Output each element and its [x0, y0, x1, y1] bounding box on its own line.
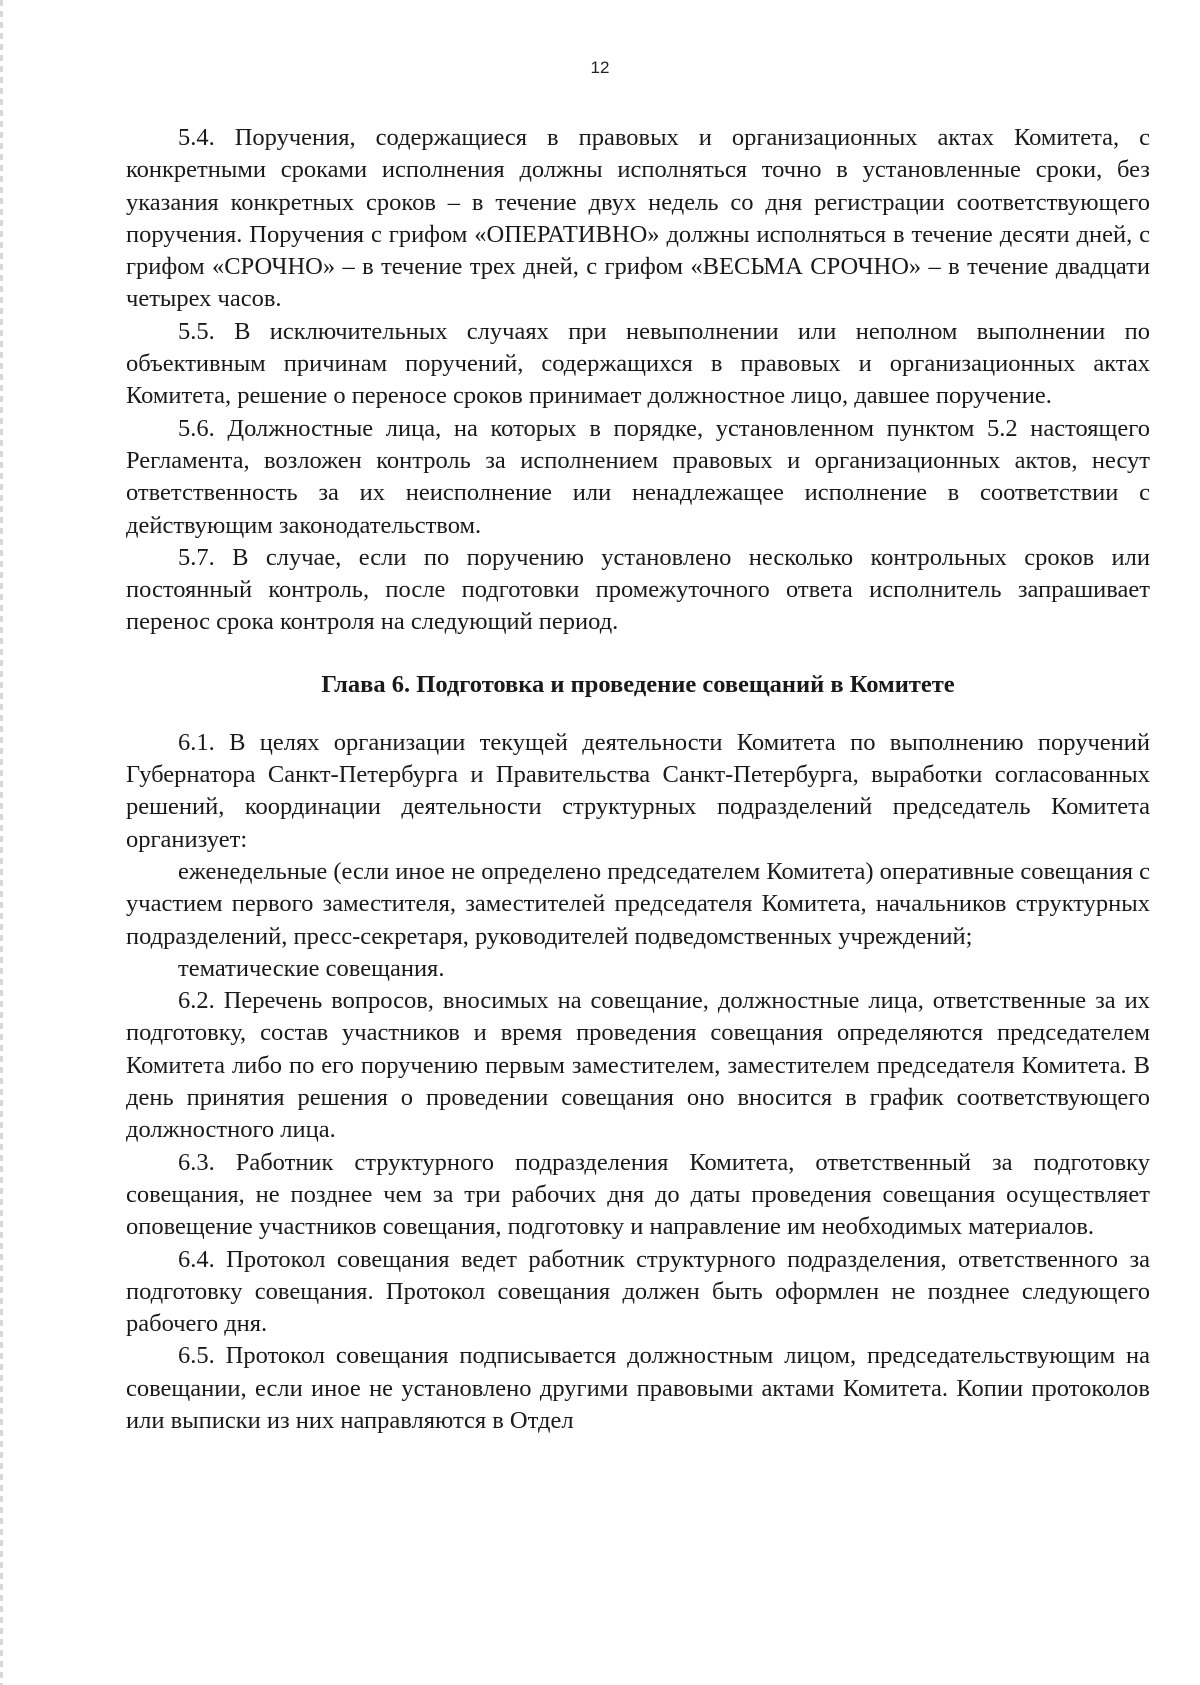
chapter-6-title: Глава 6. Подготовка и проведение совещаний в Комитете — [321, 670, 955, 698]
paragraph-5-5: 5.5. В исключительных случаях при невыполнении или неполном выполнении по объективным причинам поручений, содержащихся в правовых и организационных актах Комитета, решение о переносе сроков принимает должностное лицо, давшее поручение. — [126, 317, 1150, 410]
paragraph-6-1-weekly-meetings: еженедельные (если иное не определено председателем Комитета) оперативные совещания с участием первого заместителя, заместителей председателя Комитета, начальников структурных подразделений, пресс-секретаря, руководителей подведомственных учреждений; — [126, 857, 1150, 950]
paragraph-6-1: 6.1. В целях организации текущей деятельности Комитета по выполнению поручений Губернатора Санкт-Петербурга и Правительства Санкт-Петербурга, выработки согласованных решений, координации деятельности структурных подразделений председатель Комитета организует: — [126, 728, 1150, 853]
paragraph-5-6: 5.6. Должностные лица, на которых в порядке, установленном пунктом 5.2 настоящего Регламента, возложен контроль за исполнением правовых и организационных актов, несут ответственность за их неисполнение или ненадлежащее исполнение в соответствии с действующим законодательством. — [126, 414, 1150, 539]
paragraph-6-2: 6.2. Перечень вопросов, вносимых на совещание, должностные лица, ответственные за их подготовку, состав участников и время проведения совещания определяются председателем Комитета либо по его поручению первым заместителем, заместителем председателя Комитета. В день принятия решения о проведении совещания оно вносится в график соответствующего должностного лица. — [126, 987, 1150, 1144]
scan-edge-artifact — [0, 0, 3, 1685]
paragraph-6-3: 6.3. Работник структурного подразделения Комитета, ответственный за подготовку совещания, не позднее чем за три рабочих дня до даты проведения совещания осуществляет оповещение участников совещания, подготовку и направление им необходимых материалов. — [126, 1148, 1150, 1241]
paragraph-6-5: 6.5. Протокол совещания подписывается должностным лицом, председательствующим на совещании, если иное не установлено другими правовыми актами Комитета. Копии протоколов или выписки из них направляются в Отдел — [126, 1342, 1150, 1434]
paragraph-6-4: 6.4. Протокол совещания ведет работник структурного подразделения, ответственного за подготовку совещания. Протокол совещания должен быть оформлен не позднее следующего рабочего дня. — [126, 1245, 1150, 1338]
paragraph-6-1-thematic-meetings: тематические совещания. — [178, 954, 445, 982]
document-body — [126, 122, 1150, 1437]
paragraph-5-7: 5.7. В случае, если по поручению установлено несколько контрольных сроков или постоянный контроль, после подготовки промежуточного ответа исполнитель запрашивает перенос срока контроля на следующий период. — [126, 543, 1150, 636]
paragraph-5-4: 5.4. Поручения, содержащиеся в правовых и организационных актах Комитета, с конкретными сроками исполнения должны исполняться точно в установленные сроки, без указания конкретных сроков – в течение двух недель со дня регистрации соответствующего поручения. Поручения с грифом «ОПЕРАТИВНО» должны исполняться в течение десяти дней, с грифом «СРОЧНО» – в течение трех дней, с грифом «ВЕСЬМА СРОЧНО» – в течение двадцати четырех часов. — [126, 124, 1150, 313]
page-number: 12 — [590, 58, 610, 77]
